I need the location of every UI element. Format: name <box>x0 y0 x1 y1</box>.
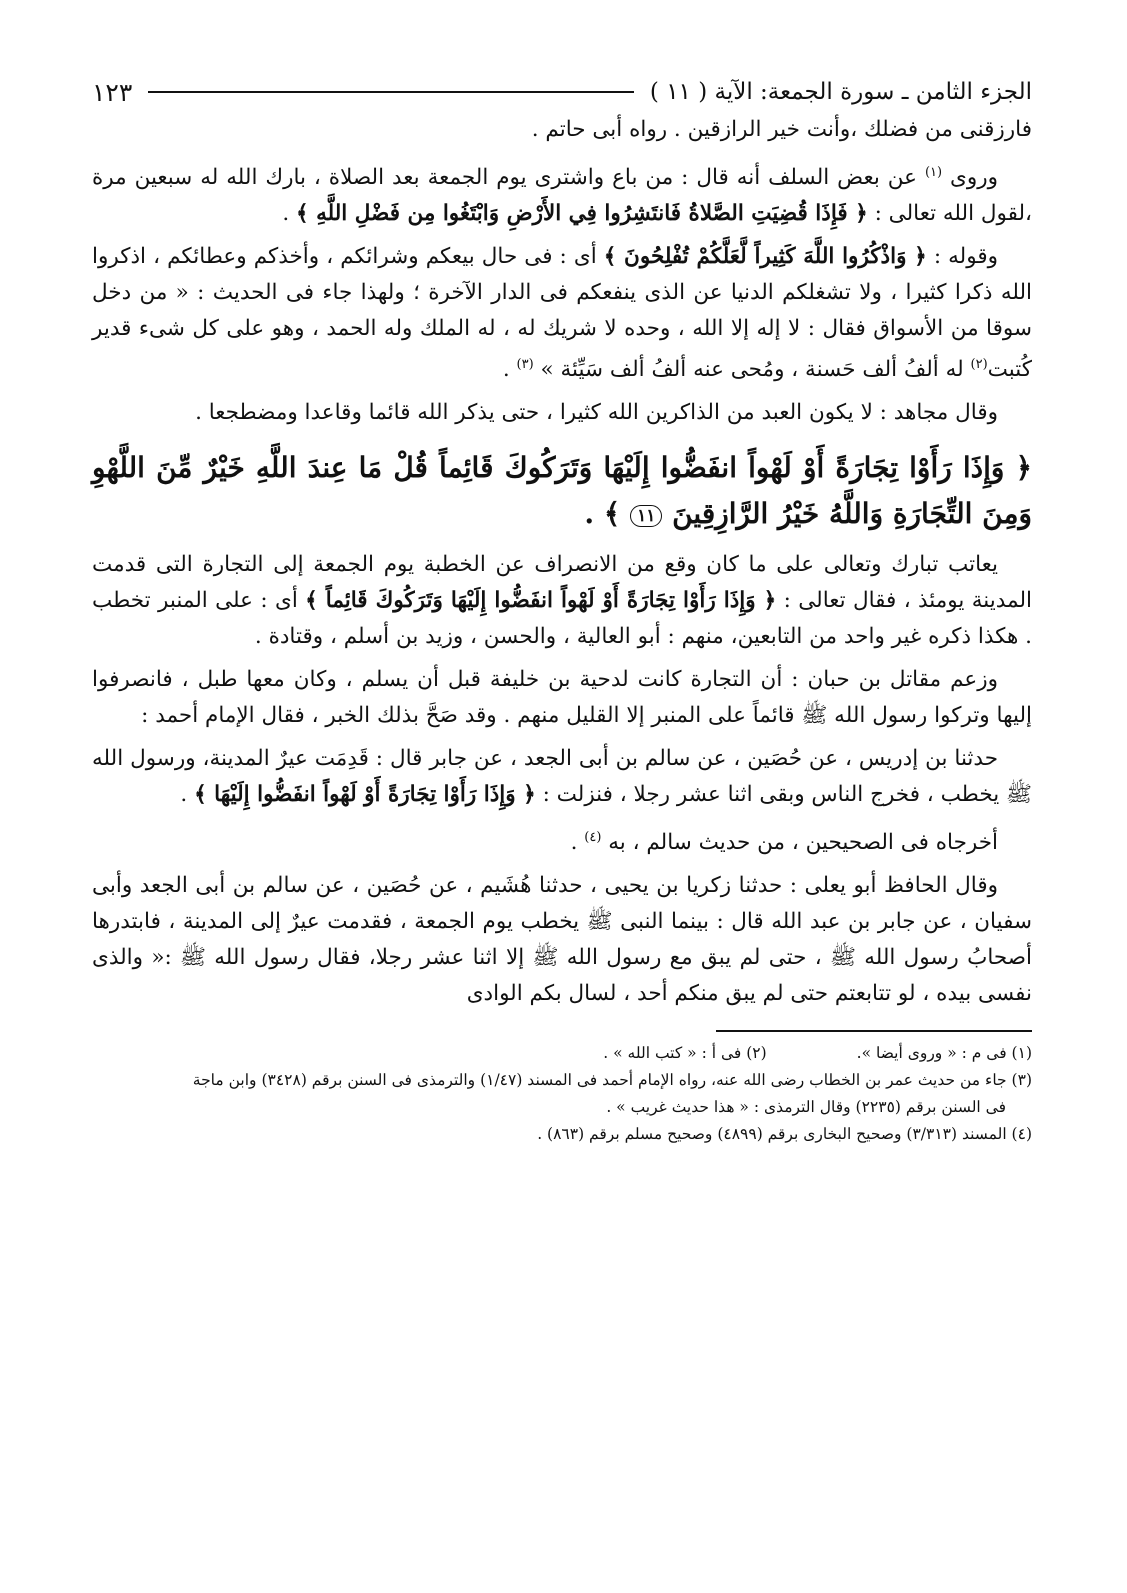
paragraph-1: فارزقنى من فضلك ،وأنت خير الرازقين . رواه أبى حاتم . <box>531 117 1032 142</box>
text: له ألفُ ألف حَسنة ، ومُحى عنه ألفُ ألف سَيِّئة » <box>533 357 971 383</box>
paragraph-2 <box>92 155 1032 232</box>
paragraph-6: وزعم مقاتل بن حبان : أن التجارة كانت لدحية بن خليفة قبل أن يسلم ، وكان معها طبل ، فانصرفوا إليها وتركوا رسول الله ﷺ قائماً على المنبر إلا القليل منهم . وقد صَحَّ بذلك الخبر ، فقال الإمام أحمد : <box>92 667 1032 729</box>
paragraph-5 <box>92 547 1032 655</box>
ayah-number: ١١ <box>630 505 662 527</box>
text: . <box>282 201 297 227</box>
text: عن بعض السلف أنه قال : من باع واشترى يوم الجمعة بعد الصلاة ، بارك الله له سبعين مرة ،لقول الله تعالى : <box>92 165 1032 227</box>
text: أى : على المنبر تخطب . هكذا ذكره غير واحد من التابعين، منهم : أبو العالية ، والحسن ، وزيد بن أسلم ، وقتادة . <box>92 588 1032 650</box>
header-rule <box>148 91 634 93</box>
paragraph-7 <box>92 741 1032 813</box>
running-header <box>92 72 1032 112</box>
footnote-ref-3: (٣) <box>516 357 534 373</box>
quran-quote: ﴿ وَاذْكُرُوا اللَّهَ كَثِيراً لَّعَلَّكُمْ تُفْلِحُونَ ﴾ <box>603 244 927 270</box>
text: وقوله : <box>926 244 998 270</box>
paragraph-4: وقال مجاهد : لا يكون العبد من الذاكرين الله كثيرا ، حتى يذكر الله قائما وقاعدا ومضطجعا . <box>195 400 998 426</box>
verse-end: ﴾ . <box>584 497 631 531</box>
text: أخرجاه فى الصحيحين ، من حديث سالم ، به <box>601 830 998 856</box>
footnote-3: (٣) جاء من حديث عمر بن الخطاب رضى الله عنه، رواه الإمام أحمد فى المسند (١/٤٧) والترمذى فى السنن برقم (٣٤٢٨) وابن ماجة <box>192 1071 1032 1090</box>
text: وروى <box>942 165 999 191</box>
footnote-1: (١) فى م : « وروى أيضا ». <box>856 1044 1032 1063</box>
text: . <box>502 357 517 383</box>
header-title: الجزء الثامن ـ سورة الجمعة: الآية ( ١١ ) <box>649 79 1032 105</box>
footnote-2: (٢) فى أ : « كتب الله » . <box>603 1044 767 1063</box>
text: يعاتب تبارك وتعالى على ما كان وقع من الانصراف عن الخطبة يوم الجمعة إلى التجارة التى قدمت المدينة يومئذ ، فقال تعالى : <box>92 552 1032 614</box>
footnote-ref-2: (٢) <box>970 357 988 373</box>
text: . <box>180 782 195 808</box>
page-number: ١٢٣ <box>92 77 133 107</box>
paragraph-3 <box>92 239 1032 388</box>
footnotes-row-1 <box>92 1040 1032 1067</box>
footnote-ref-1: (١) <box>924 165 943 180</box>
text: أى : فى حال بيعكم وشرائكم ، وأخذكم وعطائكم ، اذكروا الله ذكرا كثيرا ، ولا تشغلكم الدنيا عن الذى ينفعكم فى الدار الآخرة ؛ ولهذا جاء فى الحديث : « من دخل سوقا من الأسواق فقال : لا إله إلا الله ، وحده لا شريك له ، له الملك وله الحمد ، وهو على كل شىء قدير كُتبت <box>92 244 1032 383</box>
quran-quote: ﴿ وَإِذَا رَأَوْا تِجَارَةً أَوْ لَهْواً انفَضُّوا إِلَيْهَا ﴾ <box>194 782 536 808</box>
footnote-ref-4: (٤) <box>584 830 602 846</box>
footnote-rule <box>716 1030 1032 1032</box>
text: حدثنا بن إدريس ، عن حُصَين ، عن سالم بن أبى الجعد ، عن جابر قال : قَدِمَت عيرٌ المدينة، ورسول الله ﷺ يخطب ، فخرج الناس وبقى اثنا عشر رجلا ، فنزلت : <box>92 746 1032 808</box>
paragraph-9: وقال الحافظ أبو يعلى : حدثنا زكريا بن يحيى ، حدثنا هُشَيم ، عن حُصَين ، عن سالم بن أبى الجعد وأبى سفيان ، عن جابر بن عبد الله قال : بينما النبى ﷺ يخطب يوم الجمعة ، فقدمت عيرٌ إلى المدينة ، فابتدرها أصحابُ رسول الله ﷺ ، حتى لم يبق مع رسول الله ﷺ إلا اثنا عشر رجلا، فقال رسول الله ﷺ :« والذى نفسى بيده ، لو تتابعتم حتى لم يبق منكم أحد ، لسال بكم الوادى <box>92 873 1032 1007</box>
paragraph-8 <box>92 820 1032 861</box>
footnote-3-continued: فى السنن برقم (٢٢٣٥) وقال الترمذى : « هذا حديث غريب » . <box>606 1098 1006 1117</box>
book-page <box>92 72 1032 1148</box>
footnote-4: (٤) المسند (٣/٣١٣) وصحيح البخارى برقم (٤٨٩٩) وصحيح مسلم برقم (٨٦٣) . <box>537 1125 1032 1144</box>
verse-block <box>92 445 1032 537</box>
quran-quote: ﴿ وَإِذَا رَأَوْا تِجَارَةً أَوْ لَهْواً انفَضُّوا إِلَيْهَا وَتَرَكُوكَ قَائِماً ﴾ <box>305 588 777 614</box>
verse-text: ﴿ وَإِذَا رَأَوْا تِجَارَةً أَوْ لَهْواً انفَضُّوا إِلَيْهَا وَتَرَكُوكَ قَائِماً قُلْ مَا عِندَ اللَّهِ خَيْرٌ مِّنَ اللَّهْوِ وَمِنَ التِّجَارَةِ وَاللَّهُ خَيْرُ الرَّازِقِينَ <box>92 451 1032 531</box>
text: . <box>570 830 585 856</box>
quran-quote: ﴿ فَإِذَا قُضِيَتِ الصَّلاةُ فَانتَشِرُوا فِي الأَرْضِ وَابْتَغُوا مِن فَضْلِ اللَّهِ ﴾ <box>296 201 868 227</box>
